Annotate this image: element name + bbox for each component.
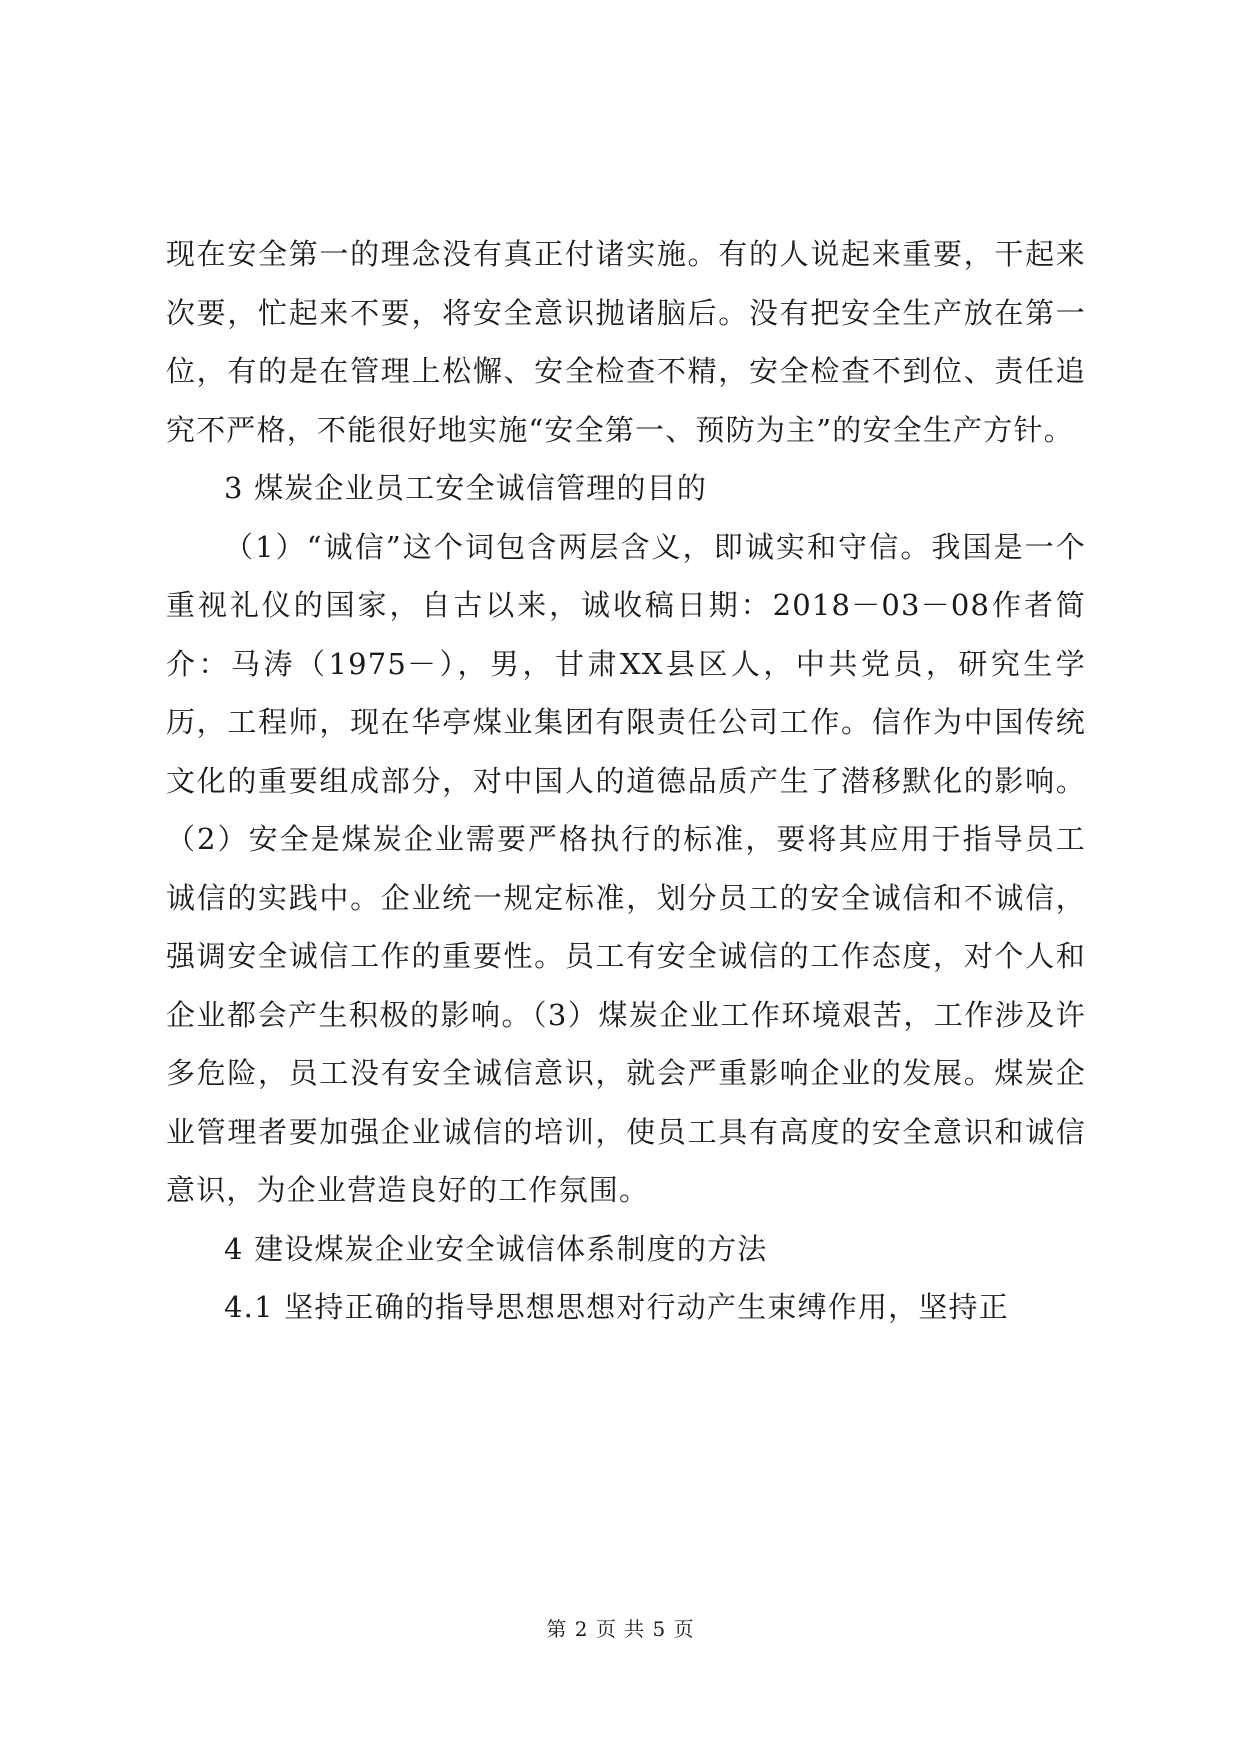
paragraph: 4.1 坚持正确的指导思想思想对行动产生束缚作用，坚持正	[224, 1290, 1009, 1324]
section-heading-4: 4 建设煤炭企业安全诚信体系制度的方法	[224, 1231, 768, 1266]
section-heading-3: 3 煤炭企业员工安全诚信管理的目的	[224, 471, 708, 505]
page-number-footer: 第 2 页 共 5 页	[546, 1617, 695, 1641]
paragraph: 现在安全第一的理念没有真正付诸实施。有的人说起来重要，干起来次要，忙起来不要，将安全意识抛诸脑后。没有把安全生产放在第一位，有的是在管理上松懈、安全检查不精，安全检查不到位、责任追究不严格，不能很好地实施“安全第一、预防为主”的安全生产方针。	[166, 237, 1086, 447]
paragraph: （1）“诚信”这个词包含两层含义，即诚实和守信。我国是一个重视礼仪的国家，自古以来，诚收稿日期：2018－03－08作者简介：马涛（1975－），男，甘肃XX县区人，中共党员，研究生学历，工程师，现在华亭煤业集团有限责任公司工作。信作为中国传统文化的重要组成部分，对中国人的道德品质产生了潜移默化的影响。（2）安全是煤炭企业需要严格执行的标准，要将其应用于指导员工诚信的实践中。企业统一规定标准，划分员工的安全诚信和不诚信，强调安全诚信工作的重要性。员工有安全诚信的工作态度，对个人和企业都会产生积极的影响。（3）煤炭企业工作环境艰苦，工作涉及许多危险，员工没有安全诚信意识，就会严重影响企业的发展。煤炭企业管理者要加强企业诚信的培训，使员工具有高度的安全意识和诚信意识，为企业营造良好的工作氛围。	[166, 529, 1086, 1207]
document-body	[166, 225, 1086, 1337]
